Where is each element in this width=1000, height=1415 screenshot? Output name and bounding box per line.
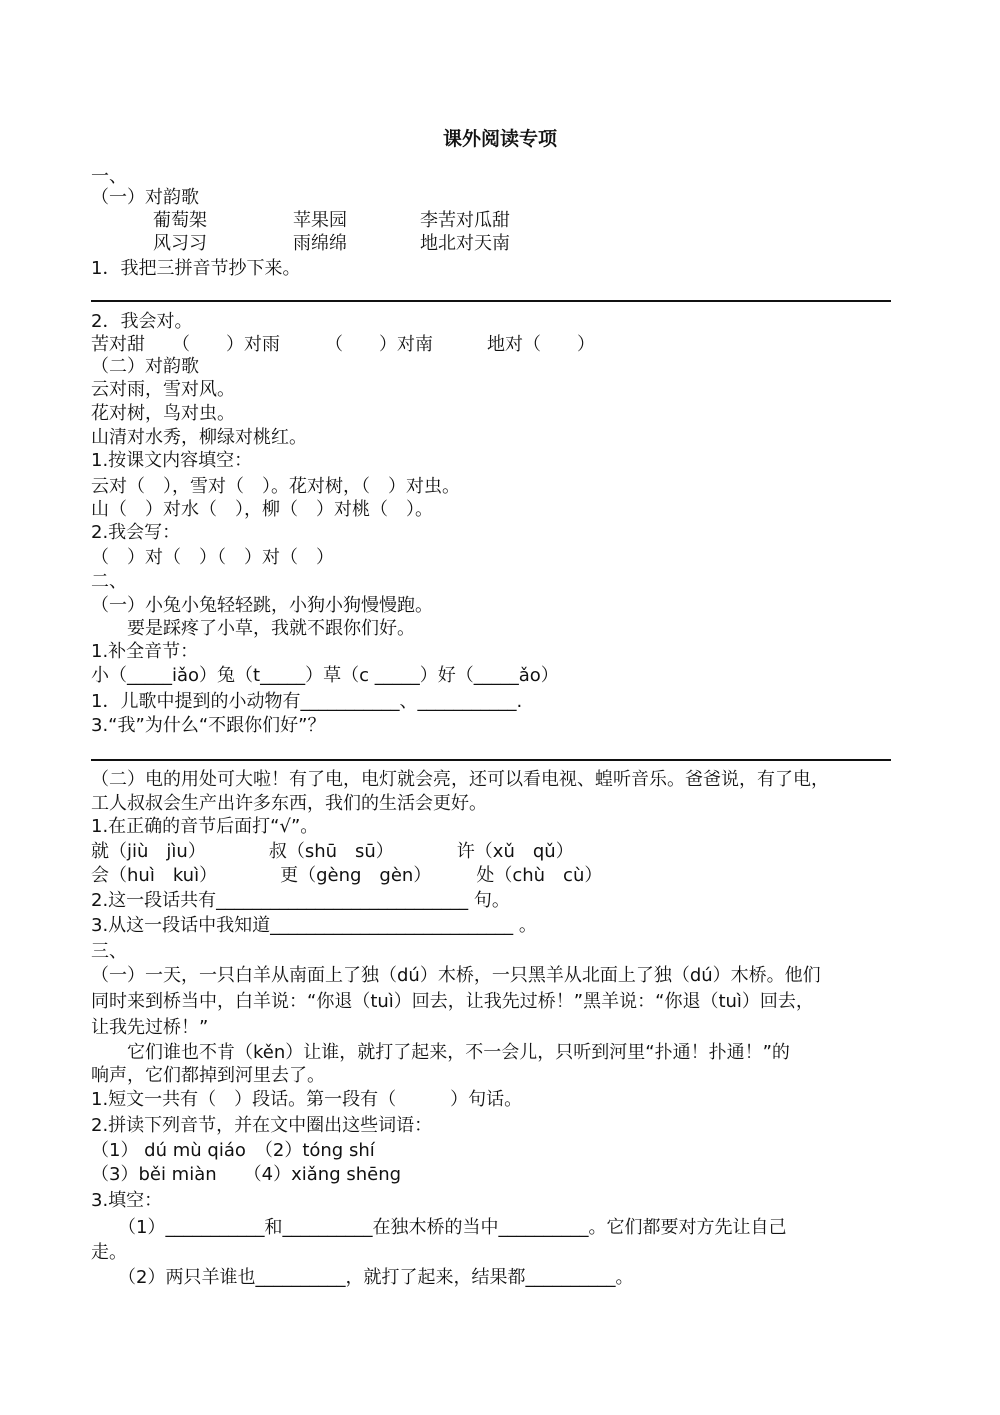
poem-line: （一）小兔小兔轻轻跳，小狗小狗慢慢跑。 — [91, 595, 433, 616]
page-title: 课外阅读专项 — [442, 128, 557, 150]
rhyme-word: 苹果园 — [293, 210, 347, 231]
text-line: 山清对水秀，柳绿对桃红。 — [91, 427, 307, 448]
question: 1.短文一共有（ ）段话。第一段有（ ）句话。 — [91, 1089, 523, 1110]
exercise-line: 苦对甜 （ ）对雨 （ ）对南 地对（ ） — [91, 334, 595, 355]
question: 3.从这一段话中我知道___________________________ 。 — [91, 915, 537, 936]
exercise-line: （ ）对（ ）（ ）对（ ） — [91, 547, 334, 568]
paragraph-line: 它们谁也不肯（kěn）让谁，就打了起来，不一会儿，只听到河里“扑通！扑通！”的 — [91, 1042, 790, 1063]
fill-blank-line: （1）___________和__________在独木桥的当中__________。它们都要对方先让自己 — [91, 1217, 787, 1238]
question: 1.在正确的音节后面打“√”。 — [91, 816, 319, 837]
pinyin-choice-line: 就（jiù jìu） 叔（shū sū） 许（xǔ qǔ） — [91, 841, 574, 862]
poem-line: 要是踩疼了小草，我就不跟你们好。 — [91, 618, 415, 639]
text-line: 花对树，鸟对虫。 — [91, 403, 235, 424]
question: 2.拼读下列音节，并在文中圈出这些词语： — [91, 1115, 433, 1136]
subsection-heading: （一）对韵歌 — [91, 187, 199, 208]
paragraph-line: 让我先过桥！” — [91, 1017, 209, 1038]
question: 1．儿歌中提到的小动物有___________、___________. — [91, 691, 523, 712]
section-one-heading: 一、 — [91, 166, 127, 187]
answer-line — [91, 300, 891, 302]
rhyme-word: 葡萄架 — [153, 210, 207, 231]
text-line: 云对雨，雪对风。 — [91, 379, 235, 400]
pinyin-line: （1） dú mù qiáo （2）tóng shí — [91, 1140, 375, 1161]
pinyin-line: （3）běi miàn （4）xiǎng shēng — [91, 1164, 402, 1185]
rhyme-word: 风习习 — [153, 233, 207, 254]
section-three-heading: 三、 — [91, 941, 127, 962]
fill-blank-line: （2）两只羊谁也__________，就打了起来，结果都__________。 — [91, 1267, 634, 1288]
rhyme-word: 雨绵绵 — [293, 233, 347, 254]
section-two-heading: 二、 — [91, 571, 127, 592]
paragraph-line: （二）电的用处可大啦！有了电，电灯就会亮，还可以看电视、蝗听音乐。爸爸说，有了电， — [91, 769, 829, 790]
fill-blank-line: 走。 — [91, 1242, 127, 1263]
paragraph-line: 同时来到桥当中，白羊说：“你退（tuì）回去，让我先过桥！”黑羊说：“你退（tuì）回去， — [91, 991, 814, 1012]
rhyme-word: 李苦对瓜甜 — [420, 210, 510, 231]
answer-line — [91, 759, 891, 761]
exercise-line: 云对（ ），雪对（ ）。花对树，（ ）对虫。 — [91, 476, 460, 497]
pinyin-choice-line: 会（huì kuì） 更（gèng gèn） 处（chù cù） — [91, 865, 603, 886]
paragraph-line: 工人叔叔会生产出许多东西，我们的生活会更好。 — [91, 793, 487, 814]
question: 3.填空： — [91, 1190, 163, 1211]
paragraph-line: 响声，它们都掉到河里去了。 — [91, 1065, 325, 1086]
paragraph-line: （一）一天，一只白羊从南面上了独（dú）木桥，一只黑羊从北面上了独（dú）木桥。他们 — [91, 965, 821, 986]
question: 2．我会对。 — [91, 311, 193, 332]
question: 2.这一段话共有____________________________ 句。 — [91, 890, 510, 911]
exercise-line: 小（_____iǎo）兔（t_____）草（c _____）好（_____ǎo） — [91, 665, 559, 686]
exercise-line: 山（ ）对水（ ），柳（ ）对桃（ ）。 — [91, 499, 433, 520]
question: 1.按课文内容填空： — [91, 450, 253, 471]
subsection-heading: （二）对韵歌 — [91, 356, 199, 377]
question: 2.我会写： — [91, 522, 181, 543]
question: 1．我把三拼音节抄下来。 — [91, 258, 301, 279]
question: 1.补全音节： — [91, 641, 199, 662]
question: 3.“我”为什么“不跟你们好”？ — [91, 715, 326, 736]
rhyme-word: 地北对天南 — [420, 233, 510, 254]
